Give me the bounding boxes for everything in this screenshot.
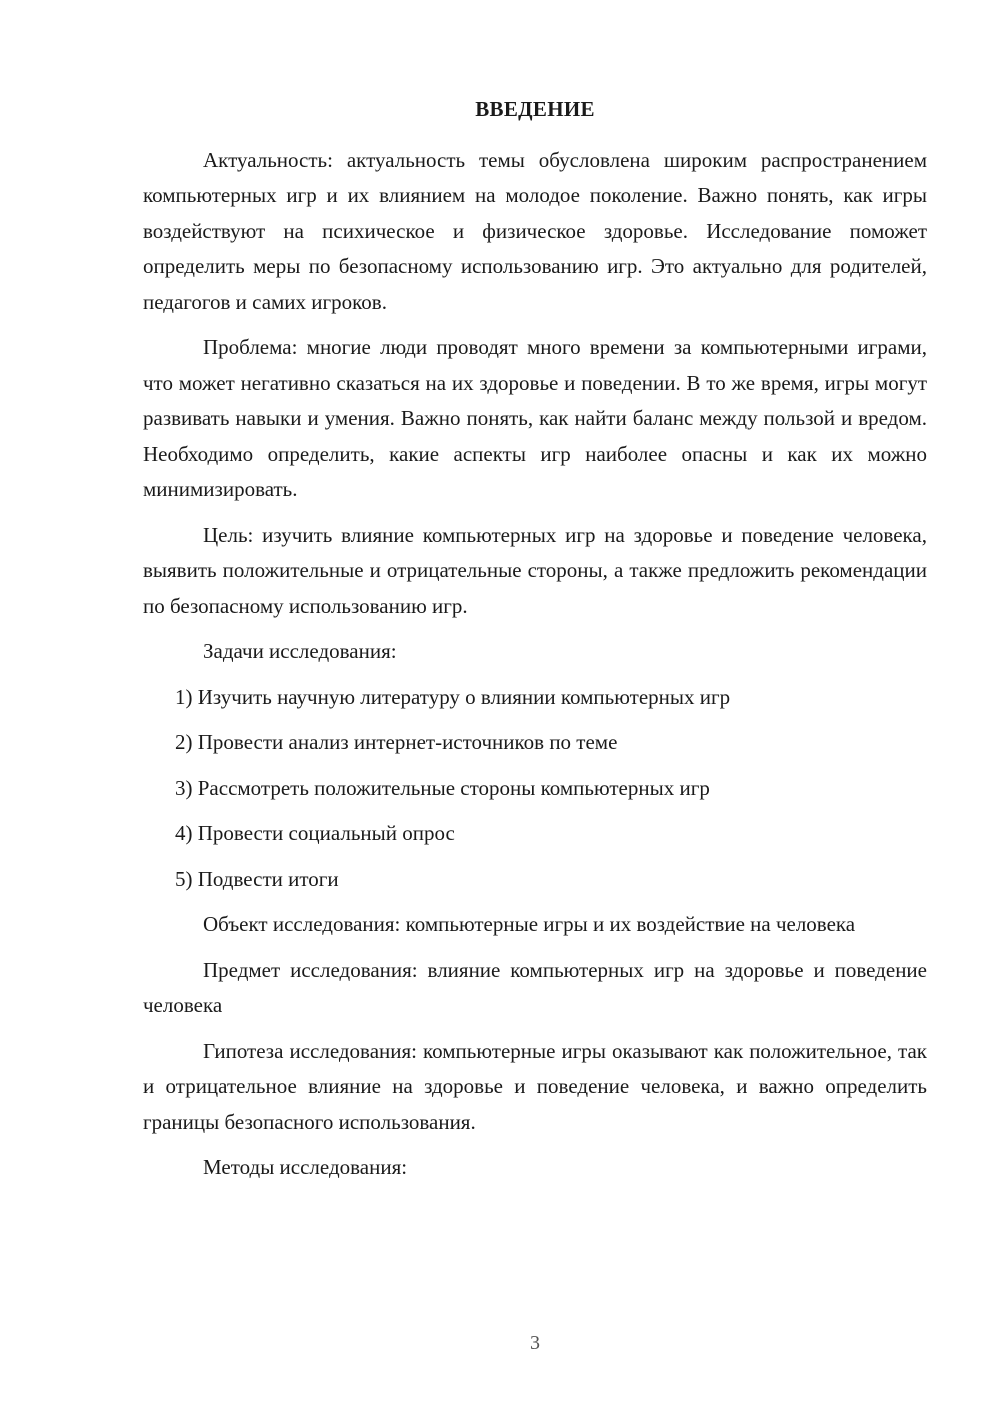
- relevance-paragraph: Актуальность: актуальность темы обусловлена широким распространением компьютерных игр и их влиянием на молодое поколение. Важно понять, как игры воздействуют на психическое и физическое здоровье. Исследование поможет определить меры по безопасному использованию игр. Это актуально для родителей, педагогов и самих игроков.: [143, 147, 927, 314]
- list-item: 2) Провести анализ интернет-источников по теме: [175, 730, 618, 754]
- list-item: 1) Изучить научную литературу о влиянии компьютерных игр: [175, 684, 731, 709]
- list-item: 4) Провести социальный опрос: [175, 821, 455, 845]
- methods-heading: Методы исследования:: [203, 1155, 408, 1179]
- hypothesis-paragraph: Гипотеза исследования: компьютерные игры оказывают как положительное, так и отрицательное влияние на здоровье и поведение человека, и важно определить границы безопасного использования.: [143, 1038, 927, 1134]
- tasks-list: [143, 680, 927, 898]
- subject-paragraph: Предмет исследования: влияние компьютерных игр на здоровье и поведение человека: [143, 957, 927, 1017]
- list-item: 5) Подвести итоги: [175, 866, 339, 891]
- page-content: [143, 92, 927, 1196]
- list-item: 3) Рассмотреть положительные стороны компьютерных игр: [175, 775, 710, 800]
- tasks-heading: Задачи исследования:: [203, 639, 397, 663]
- problem-paragraph: Проблема: многие люди проводят много времени за компьютерными играми, что может негативно сказаться на их здоровье и поведении. В то же время, игры могут развивать навыки и умения. Важно понять, как найти баланс между пользой и вредом. Необходимо определить, какие аспекты игр наиболее опасны и как их можно минимизировать.: [143, 335, 927, 501]
- page-number: 3: [530, 1332, 540, 1354]
- section-title: ВВЕДЕНИЕ: [475, 97, 595, 121]
- object-paragraph: Объект исследования: компьютерные игры и их воздействие на человека: [203, 912, 856, 936]
- goal-paragraph: Цель: изучить влияние компьютерных игр на здоровье и поведение человека, выявить положительные и отрицательные стороны, а также предложить рекомендации по безопасному использованию игр.: [143, 522, 927, 618]
